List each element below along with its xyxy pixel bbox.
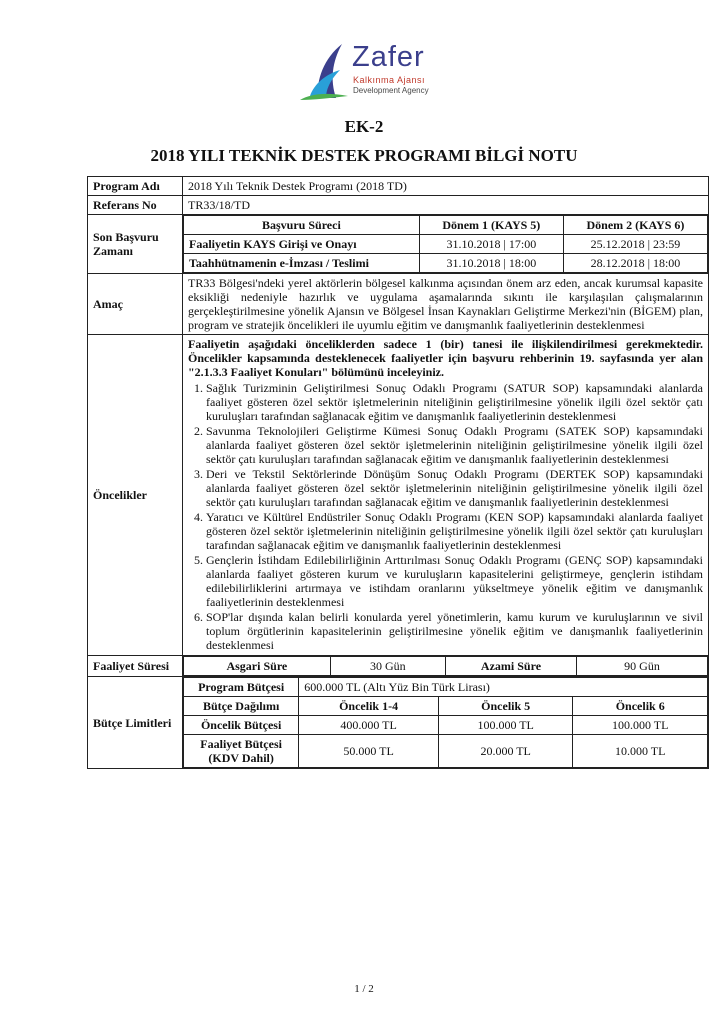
priority-item: 1. Sağlık Turizminin Geliştirilmesi Sonuç Odaklı Programı (SATUR SOP) kapsamındaki alanlarda faaliyet gösteren özel sektör işletmelerinin niteliğinin geliştirilmesine yönelik ilgili özel sektör çatı kuruluşları tarafından sağlanacak eğitim ve danışmanlık faaliyetlerinin desteklenmesi xyxy=(206,381,703,423)
priorities-intro: Faaliyetin aşağıdaki önceliklerden sadece 1 (bir) tanesi ile ilişkilendirilmesi gerekmektedir. Öncelikler kapsamında desteklenecek faaliyetler için başvuru rehberinin 19. sayfasında yer alan "2.1.3.3 Faaliyet Konuları" bölümünü inceleyiniz. xyxy=(188,337,703,379)
deadline-row xyxy=(88,215,709,274)
reference-value: TR33/18/TD xyxy=(183,196,709,215)
priority-item: 6. SOP'lar dışında kalan belirli konularda yerel yönetimlerin, kamu kurum ve kuruluşlarının ve sivil toplum örgütlerinin kapasitelerinin geliştirilmesine yönelik eğitim ve danışmanlık faaliyetlerinin desteklenmesi xyxy=(206,610,703,652)
duration-table xyxy=(183,656,708,676)
deadline-header-process: Başvuru Süreci xyxy=(184,216,420,235)
activity-budget-value: 20.000 TL xyxy=(438,735,573,768)
program-budget-label: Program Bütçesi xyxy=(184,678,299,697)
priority-budget-value: 100.000 TL xyxy=(438,716,573,735)
budget-table xyxy=(183,677,708,768)
deadline-row-kays-name: Faaliyetin KAYS Girişi ve Onayı xyxy=(184,235,420,254)
deadline-row-esign-d1: 31.10.2018 | 18:00 xyxy=(419,254,563,273)
program-budget-value: 600.000 TL (Altı Yüz Bin Türk Lirası) xyxy=(299,678,708,697)
priority-item: 3. Deri ve Tekstil Sektörlerinde Dönüşüm Sonuç Odaklı Programı (DERTEK SOP) kapsamındaki alanlarda faaliyet gösteren özel sektör işletmelerinin niteliğinin geliştirilmesine yönelik ilgili özel sektör çatı kuruluşları tarafından sağlanacak eğitim ve danışmanlık faaliyetlerinin desteklenmesi xyxy=(206,467,703,509)
program-label: Program Adı xyxy=(88,177,183,196)
activity-budget-value: 10.000 TL xyxy=(573,735,708,768)
program-row xyxy=(88,177,709,196)
budget-dist-header: Öncelik 1-4 xyxy=(299,697,439,716)
reference-label: Referans No xyxy=(88,196,183,215)
deadline-label: Son Başvuru Zamanı xyxy=(88,215,183,274)
budget-dist-header: Öncelik 6 xyxy=(573,697,708,716)
priority-budget-value: 100.000 TL xyxy=(573,716,708,735)
purpose-row xyxy=(88,274,709,335)
budget-row xyxy=(88,677,709,769)
logo-subtitle-tr: Kalkınma Ajansı xyxy=(353,75,426,85)
priority-budget-value: 400.000 TL xyxy=(299,716,439,735)
deadline-row-kays-d2: 25.12.2018 | 23:59 xyxy=(563,235,707,254)
budget-dist-header: Öncelik 5 xyxy=(438,697,573,716)
deadline-header-period2: Dönem 2 (KAYS 6) xyxy=(563,216,707,235)
purpose-label: Amaç xyxy=(88,274,183,335)
priorities-list xyxy=(188,381,703,652)
page-number: 1 / 2 xyxy=(354,983,374,995)
duration-row xyxy=(88,656,709,677)
priority-item: 4. Yaratıcı ve Kültürel Endüstriler Sonuç Odaklı Programı (KEN SOP) kapsamındaki alanlarda faaliyet gösteren özel sektör işletmelerinin niteliğinin geliştirilmesine yönelik ilgili özel sektör çatı kuruluşları tarafından sağlanacak eğitim ve danışmanlık faaliyetlerinin desteklenmesi xyxy=(206,510,703,552)
duration-label: Faaliyet Süresi xyxy=(88,656,183,677)
priorities-label: Öncelikler xyxy=(88,335,183,656)
budget-label: Bütçe Limitleri xyxy=(88,677,183,769)
activity-budget-value: 50.000 TL xyxy=(299,735,439,768)
duration-min-value: 30 Gün xyxy=(330,657,445,676)
deadline-row-esign-name: Taahhütnamenin e-İmzası / Teslimi xyxy=(184,254,420,273)
priority-budget-label: Öncelik Bütçesi xyxy=(184,716,299,735)
info-table xyxy=(87,176,709,769)
reference-row xyxy=(88,196,709,215)
purpose-text: TR33 Bölgesi'ndeki yerel aktörlerin bölgesel kalkınma açısından önem arz eden, ancak kurumsal kapasite eksikliği nedeniyle hazırlık ve uygulama aşamalarında sıkıntı ile karşılaşılan çalışmalarının gerçekleştirilmesine yönelik Ajansın ve Bölgesel İnsan Kaynakları Geliştirme Merkezi'nin (BİGEM) plan, program ve stratejik öncelikleri ile uyumlu eğitim ve danışmanlık faaliyetlerinin desteklenmesi xyxy=(183,274,709,335)
annex-label: EK-2 xyxy=(344,117,384,136)
logo-name: Zafer xyxy=(352,41,425,73)
deadline-table xyxy=(183,215,708,273)
document-title: 2018 YILI TEKNİK DESTEK PROGRAMI BİLGİ NOTU xyxy=(150,146,578,165)
duration-max-label: Azami Süre xyxy=(445,657,576,676)
activity-budget-label: Faaliyet Bütçesi (KDV Dahil) xyxy=(184,735,299,768)
priority-item: 5. Gençlerin İstihdam Edilebilirliğinin Arttırılması Sonuç Odaklı Programı (GENÇ SOP) kapsamındaki alanlarda faaliyet gösteren kurum ve kuruluşların kapasitelerini geliştirmeye, gençlerin istihdam edilebilirliklerini artırmaya ve istihdam oranlarını yükseltmeye yönelik eğitim ve danışmanlık faaliyetlerinin desteklenmesi xyxy=(206,553,703,609)
duration-max-value: 90 Gün xyxy=(576,657,707,676)
logo-subtitle-en: Development Agency xyxy=(353,86,429,95)
budget-dist-label: Bütçe Dağılımı xyxy=(184,697,299,716)
priorities-row xyxy=(88,335,709,656)
deadline-header-period1: Dönem 1 (KAYS 5) xyxy=(419,216,563,235)
program-value: 2018 Yılı Teknik Destek Programı (2018 TD) xyxy=(183,177,709,196)
deadline-row-kays-d1: 31.10.2018 | 17:00 xyxy=(419,235,563,254)
duration-min-label: Asgari Süre xyxy=(184,657,331,676)
deadline-row-esign-d2: 28.12.2018 | 18:00 xyxy=(563,254,707,273)
priority-item: 2. Savunma Teknolojileri Geliştirme Kümesi Sonuç Odaklı Programı (SATEK SOP) kapsamındaki alanlarda faaliyet gösteren özel sektör işletmelerinin niteliğinin geliştirilmesine yönelik ilgili özel sektör çatı kuruluşları tarafından sağlanacak eğitim ve danışmanlık faaliyetlerinin desteklenmesi xyxy=(206,424,703,466)
